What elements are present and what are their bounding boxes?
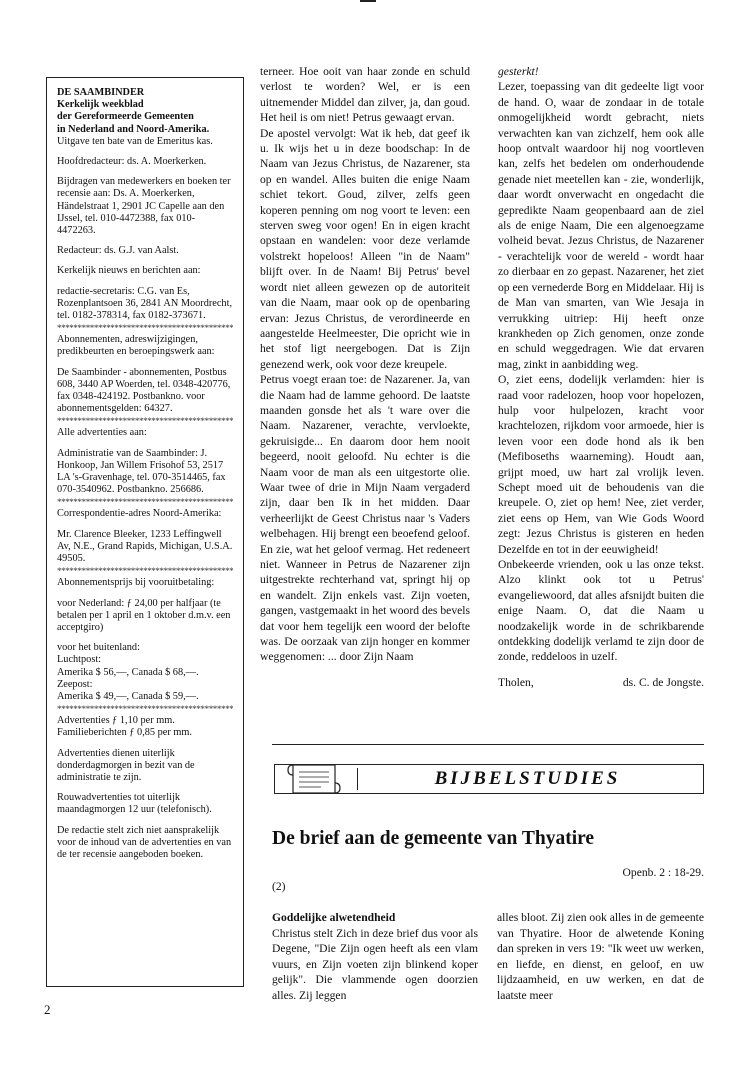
masthead-deadline: Advertenties dienen uiterlijk donderdagmorgen in bezit van de administratie te zijn. [57, 747, 195, 783]
paragraph: Christus stelt Zich in deze brief dus voor als Degene, "Die Zijn ogen heeft als een vlam vuurs, en Zijn voeten zijn blinkend koper gelijk". Die vlammende ogen doorzien alles. Zij leggen [272, 926, 478, 1002]
masthead-editor: Hoofdredacteur: ds. A. Moerkerken. [57, 156, 207, 168]
star-divider [57, 497, 233, 507]
masthead-price: Abonnementsprijs bij vooruitbetaling: [57, 577, 215, 589]
section-banner [274, 764, 704, 794]
masthead-subs-address: De Saambinder - abonnementen, Postbus 608, 3440 AP Woerden, tel. 0348-420776, fax 0348-424192. Postbankno. voor abonnementsgelden: 64327. [57, 366, 231, 415]
top-rule [360, 0, 376, 2]
masthead-air-price: Amerika $ 56,—, Canada $ 68,—. [57, 666, 199, 678]
masthead-abroad: voor het buitenland: [57, 642, 140, 654]
page-number: 2 [44, 1002, 51, 1017]
masthead-news: Kerkelijk nieuws en berichten aan: [57, 265, 201, 277]
section-banner-title: BIJBELSTUDIES [357, 768, 697, 790]
masthead-ads: Alle advertenties aan: [57, 427, 147, 439]
paragraph: De apostel vervolgt: Wat ik heb, dat geef ik u. Ik wijs het u in deze boodschap: In de Naam van Jezus Christus, de Nazarener, sta op en wandel. Alles buiten die enige Naam schiet tekort. Goud, zilver, zelfs geen koperen penning om nog voort te leven: een sterven sweg voor ogen! En in eigen kracht opstaan en wandelen: voor deze verlamde volstrekt hopeloos! Alleen "in de Naam" blijft over. In de Naam! Bij Petrus' bevel wordt niet alleen gewezen op de autoriteit van die Naam, maar ook op de openbaring ervan: Jezus Christus, de verordineerde en aangestelde Heelmeester, Die opricht wie in het stof ligt neergebogen. Dat is Zijn genezend werk, ook voor deze kreupele. [260, 126, 470, 371]
masthead-corr: Correspondentie-adres Noord-Amerika: [57, 508, 222, 520]
paragraph: Lezer, toepassing van dit gedeelte ligt voor de hand. O, waar de zondaar in de totale onmogelijkheid wordt gebracht, niets verwachten kan van zichzelf, hem ook alle hoop ontvalt waardoor hij nog voortleven kan, zelfs het bedelen om onderhoudende genade niet meetellen kan - zie, wonderlijk, daar wordt onverwacht en ongedacht die gepredikte Naam geopenbaard aan de ziel als de enige Naam, Die een algenoegzame volheid bevat. Jezus Christus, de Nazarener - verachtelijk voor de wereld - wordt haar zo dierbaar en zo gepast. Nazarener, het ziet op een vernederde Borg en Middelaar. Hij is de Man van smarten, van Wie Jesaja in verrukking uitriep: Hij heeft onze krankheden op Zich genomen, onze zonde en schuld weggedragen. Wie dat ervaren mag, zinkt in aanbidding weg. [498, 80, 704, 371]
article-title: De brief aan de gemeente van Thyatire [272, 828, 595, 849]
paragraph: terneer. Hoe ooit van haar zonde en schuld verlost te worden? Wel, er is een uitnemender Middel dan zilver, ja, dan goud. Het heil is om niet! Petrus gewaagt ervan. [260, 65, 470, 125]
masthead-line4: in Nederland and Noord-Amerika. [57, 123, 210, 135]
star-divider [57, 323, 233, 333]
masthead-corr-address: Mr. Clarence Bleeker, 1233 Leffingwell Av, N.E., Grand Rapids, Michigan, U.S.A. 49505. [57, 528, 233, 565]
article-column-c [272, 910, 478, 1004]
article-part: (2) [272, 880, 286, 893]
masthead-air: Luchtpost: [57, 654, 102, 666]
masthead-contrib: Bijdragen van medewerkers en boeken ter recensie aan: Ds. A. Moerkerken, Händelstraat 1, 2901 JC Capelle aan den IJssel, tel. 010-4472388, fax 010-4472263. [57, 176, 231, 237]
paragraph: gesterkt! [498, 65, 539, 78]
paragraph: O, ziet eens, dodelijk verlamden: hier is raad voor radelozen, hoop voor hopelozen, hulp voor hulpelozen, kracht voor krachtelozen, rijkdom voor armoede, hier is leven voor een dode hond als ik ben (Mefiboseths waarneming). Houdt aan, grijpt moed, uw hart zal vrolijk leven. Schept moed uit de behoudenis van die kreupele. O, ziet op hem! Nee, ziet verder, ziet eens op Hem, van Wie Gods Woord zegt: Jezus Christus is gisteren en heden Dezelfde en tot in der eeuwigheid! [498, 373, 704, 556]
scroll-icon [287, 759, 341, 799]
star-divider [57, 704, 233, 714]
masthead-disclaimer: De redactie stelt zich niet aansprakelijk voor de inhoud van de advertenties en van de ter recensie aangeboden boeken. [57, 824, 232, 860]
signature-place: Tholen, [498, 675, 534, 689]
article-column-a [260, 64, 470, 665]
signature-author: ds. C. de Jongste. [622, 675, 704, 689]
masthead-publisher: Uitgave ten bate van de Emeritus kas. [57, 135, 213, 147]
masthead-adprice: Advertenties ƒ 1,10 per mm. Familieberichten ƒ 0,85 per mm. [57, 715, 192, 739]
section-divider [272, 744, 704, 745]
masthead-line3: der Gereformeerde Gemeenten [57, 111, 194, 123]
masthead-box [46, 77, 244, 987]
star-divider [57, 566, 233, 576]
masthead-mourning: Rouwadvertenties tot uiterlijk maandagmorgen 12 uur (telefonisch). [57, 792, 212, 816]
paragraph: alles bloot. Zij zien ook alles in de gemeente van Thyatire. Hoor de alwetende Koning dan spreken in vers 19: "Ik weet uw werken, en liefde, en dienst, en geloof, en uw lijdzaamheid, en uw werken, en dat de laatste meer [497, 911, 705, 1002]
masthead-redacteur: Redacteur: ds. G.J. van Aalst. [57, 245, 179, 257]
star-divider [57, 416, 233, 426]
article-subheading: Goddelijke alwetendheid [272, 911, 396, 924]
article-column-d [497, 910, 704, 1004]
signature [498, 675, 704, 690]
masthead-admin: Administratie van de Saambinder: J. Honkoop, Jan Willem Frisohof 53, 2517 LA 's-Gravenhage, tel. 070-3514465, fax 070-3540962. Postbankno. 256686. [57, 447, 226, 496]
masthead-secretary: redactie-secretaris: C.G. van Es, Rozenplantsoen 36, 2841 AN Moordrecht, tel. 0182-378314, fax 0182-373671. [57, 285, 233, 322]
masthead-price-nl: voor Nederland: ƒ 24,00 per halfjaar (te betalen per 1 april en 1 oktober d.m.v. een acceptgiro) [57, 597, 231, 633]
masthead-sea: Zeepost: [57, 678, 93, 690]
article-column-b [498, 64, 704, 690]
paragraph: Petrus voegt eraan toe: de Nazarener. Ja, van die Naam had de lamme gehoord. De laatste maanden gonsde het als 't ware over die Naam. Nazarener, verachte, vervloekte, gekruisigde... En daarom door hem nooit begeerd, nooit geloofd. Nu echter is die Naam voor de man als een uitgestorte olie. Waar twee of drie in Mijn Naam vergaderd zijn, daar ben Ik in het midden. Daar verheerlijkt de Geest Christus naar 's Vaders welbehagen. Hij brengt een beoefend geloof. En zie, wat het geloof vermag. Het redeneert niet. Wanneer in Petrus de Nazarener zijn uitgestrekte rechterhand vat, springt hij op en wandelt. Zijn enkels vast. Zijn voeten, gangen, vastgemaakt in het woord des bevels dat voor hem tegelijk een woord der belofte was. De oorzaak van zijn honger en kommer weggenomen: ... door Zijn Naam [260, 373, 470, 664]
scripture-reference: Openb. 2 : 18-29. [622, 866, 704, 879]
masthead-subs: Abonnementen, adreswijzigingen, predikbeurten en beroepingswerk aan: [57, 334, 215, 358]
masthead-title: DE SAAMBINDER [57, 87, 145, 98]
masthead-subtitle: Kerkelijk weekblad [57, 99, 144, 111]
masthead-sea-price: Amerika $ 49,—, Canada $ 59,—. [57, 690, 199, 702]
paragraph: Onbekeerde vrienden, ook u las onze tekst. Alzo klinkt ook tot u Petrus' evangeliewoord, dat alles afsnijdt buiten die enige Naam. O, dat die Naam u noodzakelijk worde in de schrikbarende ontdekking dodelijk verlamd te zijn door de zonde, reddeloos in uzelf. [498, 558, 704, 664]
